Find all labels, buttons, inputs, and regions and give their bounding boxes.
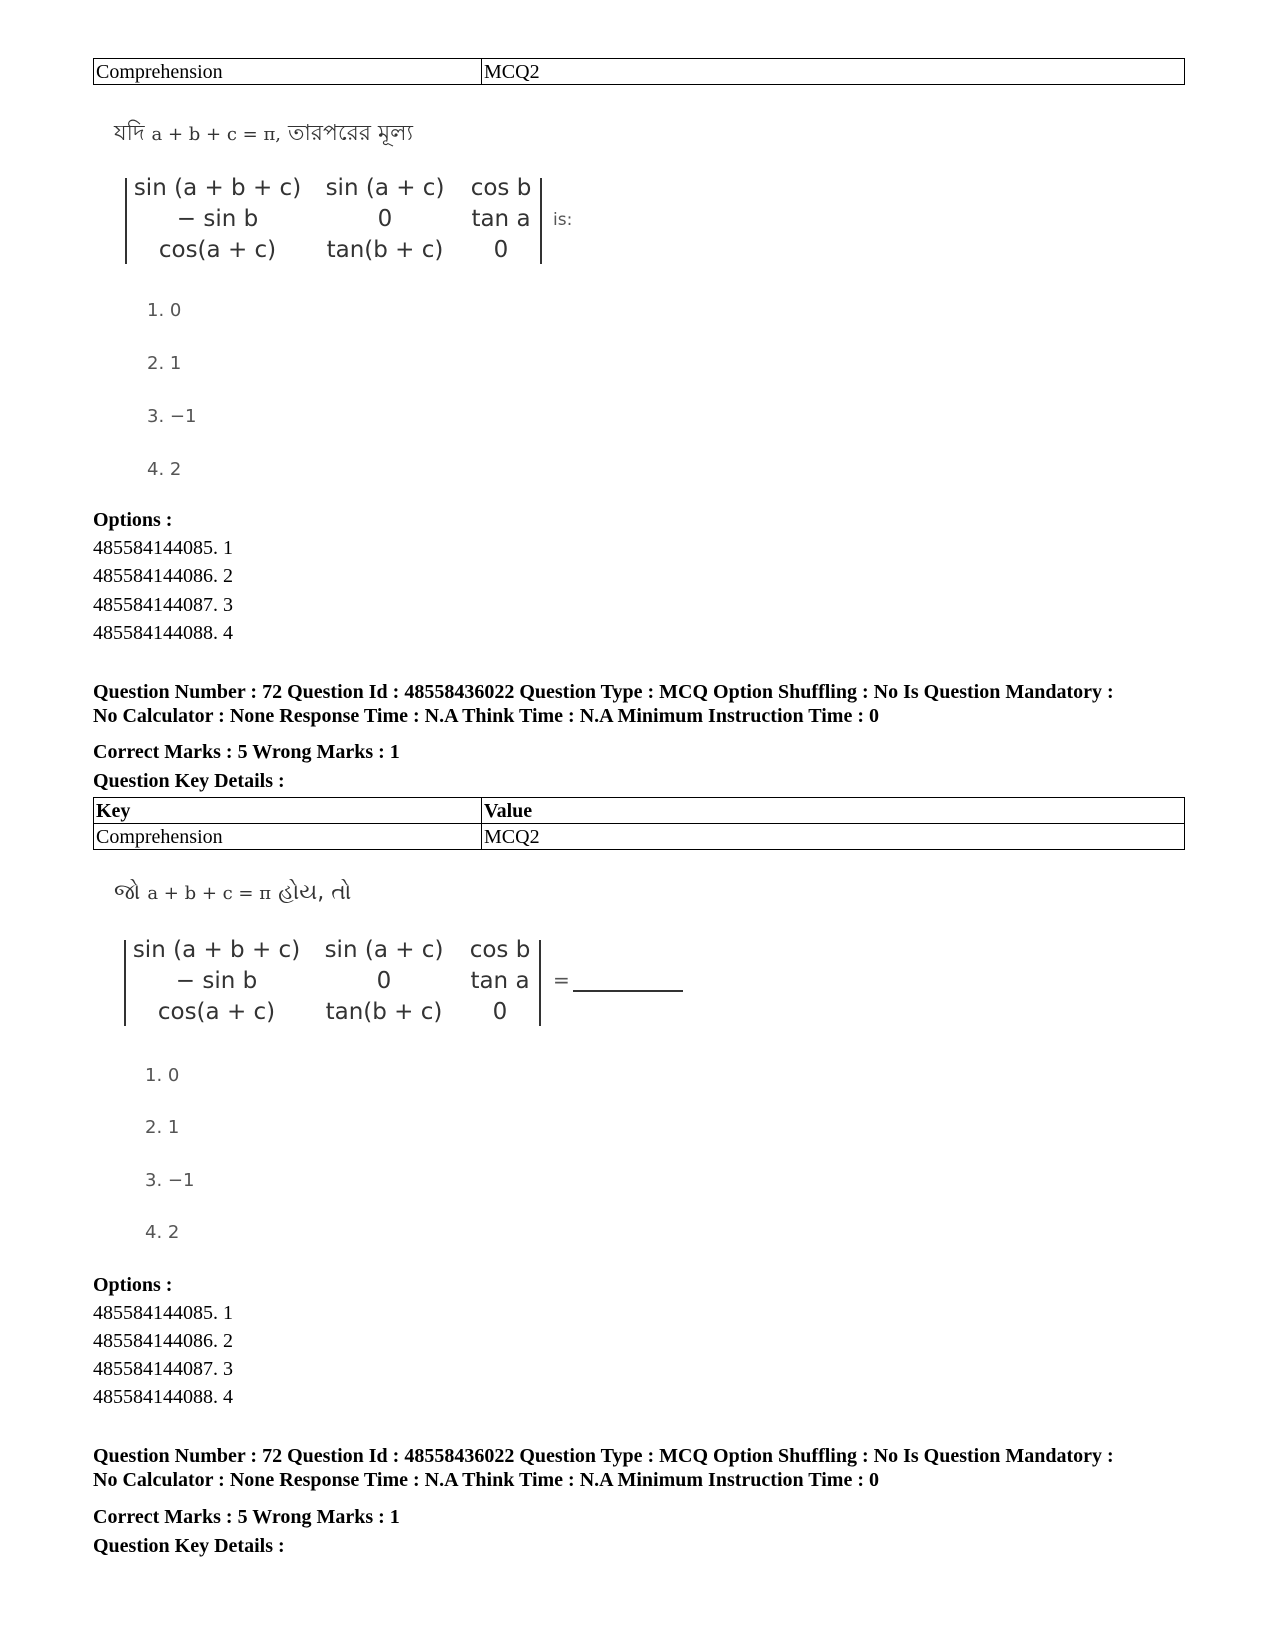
prompt-prefix: જો [114,880,141,905]
table-header-cell: Value [482,798,1185,824]
choice-2: 2. 1 [145,1117,180,1138]
matrix-cell: 0 [376,968,392,994]
choice-3: 3. −1 [147,406,197,427]
option-item: 485584144087. 3 [93,1358,233,1380]
meta-line: No Calculator : None Response Time : N.A Think Time : N.A Minimum Instruction Time : 0 [93,705,879,727]
option-item: 485584144086. 2 [93,1330,233,1352]
matrix-cell: cos(a + c) [157,999,276,1025]
table-cell: MCQ2 [482,59,1185,85]
answer-blank [573,990,683,992]
key-value-table-1 [93,58,1185,85]
meta-line: Question Number : 72 Question Id : 48558436022 Question Type : MCQ Option Shuffling : No Is Question Mandatory : [93,1445,1114,1467]
after-matrix-text: is: [553,210,573,230]
matrix-cell: sin (a + c) [325,175,445,201]
option-item: 485584144087. 3 [93,594,233,616]
option-item: 485584144088. 4 [93,622,233,644]
marks-line: Correct Marks : 5 Wrong Marks : 1 [93,1506,400,1528]
choice-1: 1. 0 [145,1065,180,1086]
matrix-cell: cos b [470,175,532,201]
matrix-cell: sin (a + b + c) [133,175,302,201]
options-label: Options : [93,1274,173,1296]
matrix-cell: cos(a + c) [158,237,277,263]
matrix-cell: − sin b [175,968,258,994]
question-meta [93,1444,1193,1492]
choice-2: 2. 1 [147,353,182,374]
matrix-cell: tan(b + c) [326,237,444,263]
question-prompt [114,880,351,905]
matrix-cell: 0 [493,237,509,263]
option-item: 485584144088. 4 [93,1386,233,1408]
key-value-table-2 [93,797,1185,850]
table-header-cell: Key [94,798,482,824]
matrix-cell: sin (a + b + c) [132,937,301,963]
options-label: Options : [93,509,173,531]
meta-line: No Calculator : None Response Time : N.A Think Time : N.A Minimum Instruction Time : 0 [93,1469,879,1491]
matrix-cell: cos b [469,937,531,963]
table-cell: Comprehension [94,59,482,85]
prompt-math: a + b + c = π, [151,124,281,145]
prompt-suffix: তারপরের মূল্য [288,121,413,146]
matrix-cell: − sin b [176,206,259,232]
after-matrix-text: = [553,968,570,992]
matrix-cell: 0 [377,206,393,232]
prompt-math: a + b + c = π [147,883,272,904]
table-header-row [94,798,1185,824]
option-item: 485584144085. 1 [93,537,233,559]
prompt-prefix: যদি [114,121,145,146]
matrix-cell: tan a [471,206,531,232]
key-details-label: Question Key Details : [93,770,285,792]
table-row [94,59,1185,85]
table-cell: Comprehension [94,824,482,850]
option-item: 485584144086. 2 [93,565,233,587]
question-meta [93,680,1193,728]
prompt-suffix: હોય, તો [278,880,352,905]
table-row [94,824,1185,850]
choice-1: 1. 0 [147,300,182,321]
matrix-cell: tan a [470,968,530,994]
meta-line: Question Number : 72 Question Id : 48558436022 Question Type : MCQ Option Shuffling : No Is Question Mandatory : [93,681,1114,703]
choice-4: 4. 2 [145,1222,180,1243]
marks-line: Correct Marks : 5 Wrong Marks : 1 [93,741,400,763]
choice-4: 4. 2 [147,459,182,480]
choice-3: 3. −1 [145,1170,195,1191]
table-cell: MCQ2 [482,824,1185,850]
key-details-label: Question Key Details : [93,1535,285,1557]
matrix-cell: 0 [492,999,508,1025]
option-item: 485584144085. 1 [93,1302,233,1324]
matrix-cell: sin (a + c) [324,937,444,963]
matrix-cell: tan(b + c) [325,999,443,1025]
question-prompt [114,116,413,153]
